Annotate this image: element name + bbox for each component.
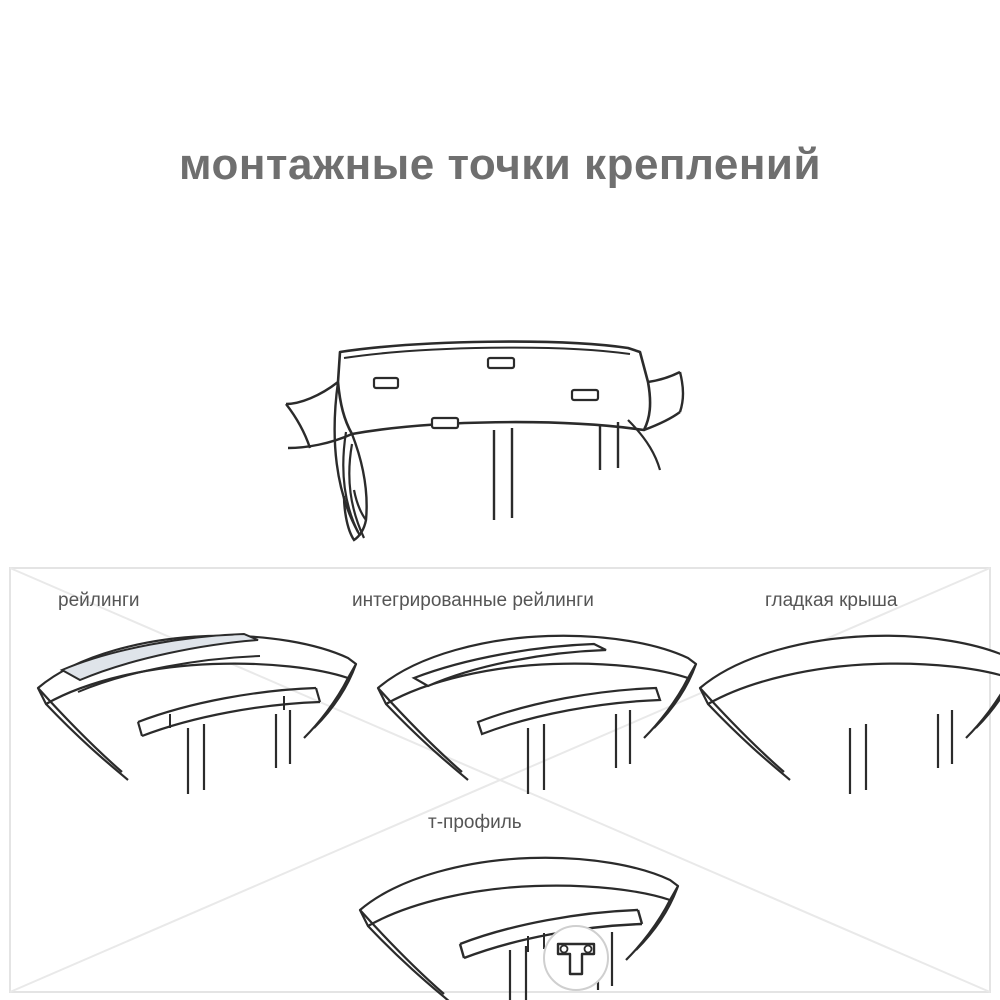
caption-t-profile: т-профиль: [428, 812, 522, 833]
t-profile-detail: [544, 926, 608, 990]
mounting-point-marker: [572, 390, 598, 400]
caption-smooth-roof: гладкая крыша: [765, 590, 898, 611]
mounting-point-marker: [432, 418, 458, 428]
variant-t-profile-illustration: [360, 858, 678, 1000]
variant-rails-illustration: [38, 634, 356, 794]
mounting-point-marker: [488, 358, 514, 368]
caption-rails: рейлинги: [58, 590, 140, 611]
hero-roof-illustration: [286, 342, 683, 540]
variant-smooth-roof-illustration: [700, 636, 1000, 794]
page-title: монтажные точки креплений: [178, 140, 822, 189]
caption-integrated-rails: интегрированные рейлинги: [352, 590, 594, 611]
watermark-frame: [10, 568, 990, 992]
mounting-point-marker: [374, 378, 398, 388]
